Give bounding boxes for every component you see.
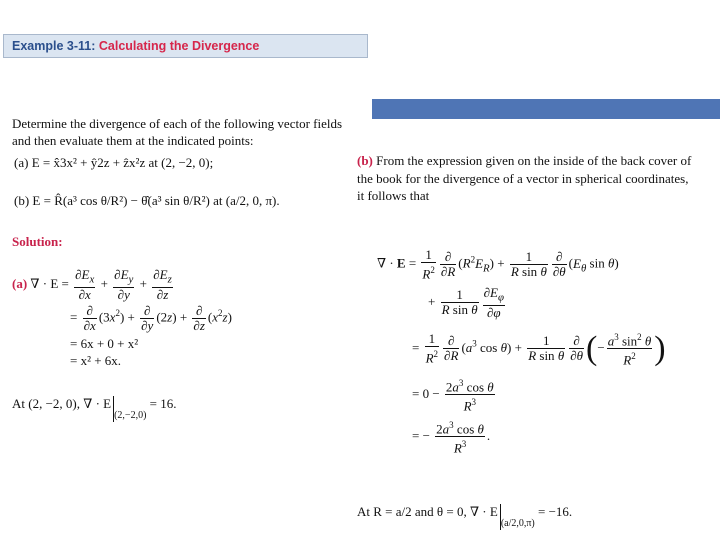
part-b-eval-text: At R = a/2 and θ = 0, ∇ · E [357,503,498,519]
part-b-eval-result: = −16. [538,503,573,519]
problem-part-a-label: (a) [14,155,29,170]
part-b-eval-sub: (a/2,0,π) [500,517,535,529]
solution-a-line3: = 6x + 0 + x² [70,336,139,351]
part-b-div-formula: ∇ · E = $\frac{1}{R^2}$ $\frac{\partial}{\partial R}$ $(R^2E_R)$ + $\frac{1}{\text{R sin θ}}$ $\frac{\partial}{\partial\theta}$ ($E_\theta$ sin θ) [377,247,619,282]
solution-a-label: (a) [12,275,28,291]
solution-a-eval-result: = 16. [149,395,177,411]
solution-a-evaluation [12,392,177,421]
frac-1-Rsin: $\frac{1}{\text{R sin θ}}$ [510,249,547,280]
part-b-line5: = − $\frac{2a^3 \cos \theta}{R^3}$ . [412,420,491,456]
frac-d-dtheta-b: $\frac{\partial}{\partial\theta}$ [570,333,584,364]
problem-part-b-expr: E = R̂(a³ cos θ/R²) − θ̂(a³ sin θ/R²) at (a/2, 0, π). [32,193,280,208]
frac-1-Rsin-2: $\frac{1}{\text{R sin θ}}$ [441,287,478,318]
example-label: Example 3-11: [12,39,96,53]
frac-d-dy: $\frac{\partial}{\partial y}$ [141,303,154,333]
frac-2a3cos-R3-b: $\frac{2a^3 \cos \theta}{R^3}$ [436,420,484,456]
problem-part-b-label: (b) [14,193,30,208]
solution-a-lhs: ∇ · E = [30,275,69,291]
frac-dEz-dz: $\frac{\partial E_z}{\partial z}$ [153,267,172,302]
frac-1-R2: $\frac{1}{R^2}$ [422,247,435,282]
decorative-blue-bar [372,99,720,119]
solution-a-eq2: = [70,309,78,325]
part-b-evaluation [357,500,573,529]
solution-a-eval-text: At (2, −2, 0), ∇ · E [12,395,112,411]
part-b-line4-eq: = 0 − [412,385,440,401]
frac-2a3cos-R3: $\frac{2a^3 \cos \theta}{R^3}$ [445,378,494,414]
solution-a-eval-sub: (2,−2,0) [114,409,147,421]
frac-a3sin2-R2: $\frac{a^3 \sin^2 \theta}{R^2}$ [607,332,652,368]
frac-dEy-dy: $\frac{\partial E_y}{\partial y}$ [114,267,134,302]
part-b-div-formula-2: + $\frac{1}{\text{R sin θ}}$ $\frac{\partial E_\varphi}{\partial\varphi}$ [428,285,504,320]
solution-a-line1: (a) ∇ · E = $\frac{\partial E_x}{\partial x}$ + $\frac{\partial E_y}{\partial y}$ + $\frac{\partial E_z}{\partial z}$ [12,267,172,302]
solution-a-line2: = $\frac{\partial}{\partial x}$ $(3x^2)$ + $\frac{\partial}{\partial y}$ (2z) + $\frac{\partial}{\partial z}$ $(x^2z)$ [70,303,232,333]
frac-d-dz: $\frac{\partial}{\partial z}$ [193,303,205,333]
frac-d-dx: $\frac{\partial}{\partial x}$ [83,303,96,333]
frac-d-dR: $\frac{\partial}{\partial R}$ [440,249,456,280]
part-b-line4 [412,376,497,414]
problem-part-a-expr: E = x̂3x² + ŷ2z + ẑx²z at (2, −2, 0); [31,155,214,170]
frac-1-R2-b: $\frac{1}{R^2}$ [425,331,439,366]
part-b-text-line3: it follows that [357,188,430,203]
frac-d-dR-b: $\frac{\partial}{\partial R}$ [444,333,459,364]
frac-dEx-dx: $\frac{\partial E_x}{\partial x}$ [75,267,95,302]
problem-intro-line2: and then evaluate them at the indicated points: [12,133,254,148]
example-title: Calculating the Divergence [98,39,260,53]
problem-part-b [14,192,280,209]
problem-part-a [14,154,213,171]
part-b-text-line1: From the expression given on the inside of the back cover of [376,153,692,168]
solution-heading: Solution: [12,234,63,249]
part-b-line5-eq: = − [412,427,430,443]
solution-a-line4: = x² + 6x. [70,353,122,368]
frac-1-Rsin-b: $\frac{1}{\text{R sin θ}}$ [528,333,565,364]
frac-d-dtheta: $\frac{\partial}{\partial\theta}$ [552,249,566,280]
part-b-line1 [357,152,691,169]
frac-dEphi-dphi: $\frac{\partial E_\varphi}{\partial\varphi}$ [483,285,504,320]
part-b-line3: = $\frac{1}{R^2}$ $\frac{\partial}{\partial R}$ ($a^3$ cos θ) + $\frac{1}{\text{R sin θ}}$ $\frac{\partial}{\partial\theta}$ (− $\frac{a^3 \sin^2 \theta}{R^2}$ ) [412,329,666,368]
example-title-bar [3,34,368,58]
part-b-label: (b) [357,153,373,168]
part-b-text-line2: the book for the divergence of a vector in spherical coordinates, [357,171,689,186]
problem-intro-line1: Determine the divergence of each of the following vector fields [12,116,343,131]
